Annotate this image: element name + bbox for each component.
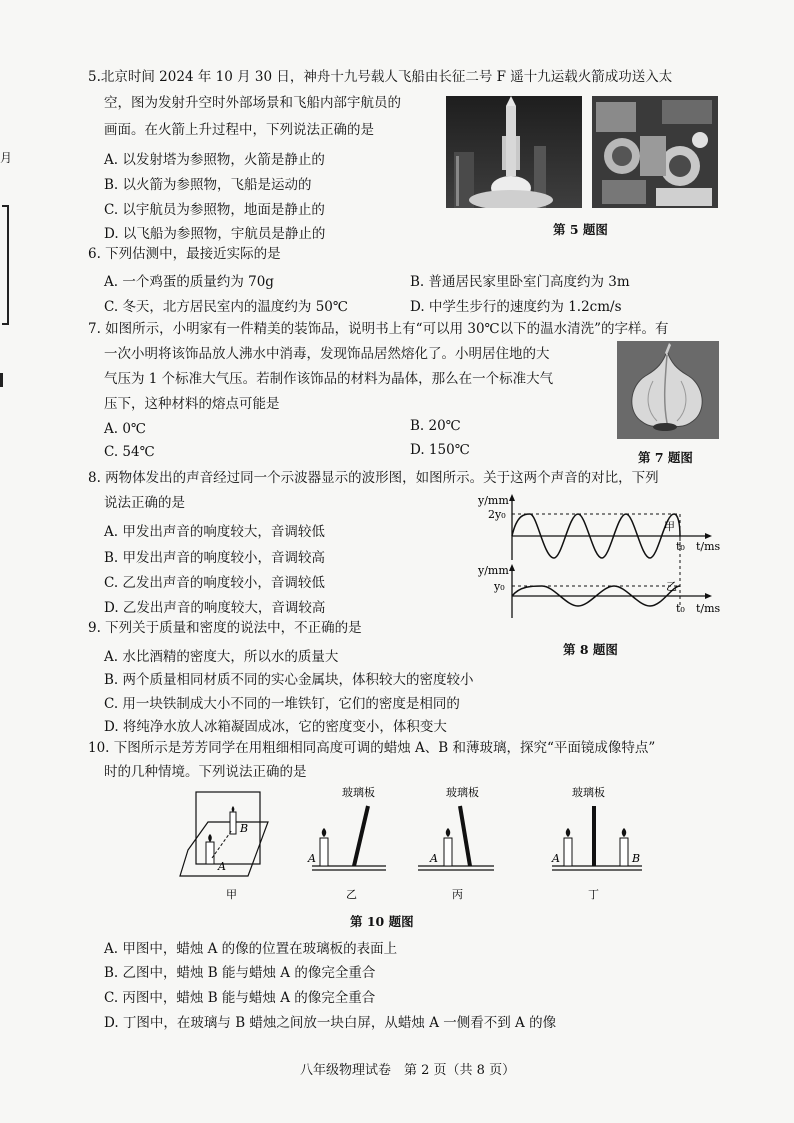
ding-label-a: A — [552, 852, 560, 865]
q8-option-b: B. 甲发出声音的响度较小，音调较高 — [104, 550, 326, 566]
ding-caption: 丁 — [588, 888, 599, 901]
top-x-label: t/ms — [696, 540, 721, 553]
bing-caption: 丙 — [452, 888, 463, 901]
q10-line2: 时的几种情境。下列说法正确的是 — [104, 764, 307, 780]
q8-line1: 8. 两物体发出的声音经过同一个示波器显示的波形图，如图所示。关于这两个声音的对比，下列 — [88, 470, 659, 486]
q8-figure-caption: 第 8 题图 — [563, 642, 618, 657]
figure-bing — [418, 785, 494, 901]
q10-option-d: D. 丁图中，在玻璃与 B 蜡烛之间放一块白屏，从蜡烛 A 一侧看不到 A 的像 — [104, 1015, 557, 1031]
q10-figure-caption: 第 10 题图 — [350, 914, 414, 929]
jia-label-a: A — [218, 860, 226, 873]
top-t0: t₀ — [676, 540, 685, 553]
ding-label-b: B — [632, 852, 641, 865]
q8-line2: 说法正确的是 — [104, 495, 185, 511]
bottom-x-label: t/ms — [696, 602, 721, 615]
q8-option-d: D. 乙发出声音的响度较大，音调较高 — [104, 600, 326, 616]
yi-glass-label: 玻璃板 — [342, 786, 375, 799]
yi-label-a: A — [308, 852, 316, 865]
q5-option-b: B. 以火箭为参照物，飞船是运动的 — [104, 177, 312, 193]
ding-glass-label: 玻璃板 — [572, 786, 605, 799]
q7-option-b: B. 20℃ — [410, 418, 461, 434]
q5-figure-caption: 第 5 题图 — [553, 222, 608, 237]
rocket-launch-photo — [446, 96, 582, 208]
margin-char: 月 — [0, 151, 13, 165]
q9-option-c: C. 用一块铁制成大小不同的一堆铁钉，它们的密度是相同的 — [104, 696, 460, 712]
q7-figure-caption: 第 7 题图 — [638, 450, 693, 465]
q6-option-a: A. 一个鸡蛋的质量约为 70g — [104, 274, 274, 290]
q5-option-d: D. 以飞船为参照物，宇航员是静止的 — [104, 226, 326, 242]
q7-line3: 气压为 1 个标准大气压。若制作该饰品的材料为晶体，那么在一个标准大气 — [104, 371, 554, 387]
oscilloscope-figure — [462, 490, 732, 622]
figure-jia — [180, 792, 268, 901]
q6-stem: 6. 下列估测中，最接近实际的是 — [88, 246, 281, 262]
q10-line1: 10. 下图所示是芳芳同学在用粗细相同高度可调的蜡烛 A、B 和薄玻璃，探究“平面镜成像特点” — [88, 740, 656, 756]
figure-ding — [551, 785, 642, 901]
mirror-experiment-figures — [178, 780, 648, 906]
figure-yi — [307, 785, 386, 901]
q5-line1: 5.北京时间 2024 年 10 月 30 日，神舟十九号载人飞船由长征二号 F 遥十九运载火箭成功送入太 — [88, 69, 673, 85]
q8-option-a: A. 甲发出声音的响度较大，音调较低 — [104, 524, 325, 540]
q10-option-b: B. 乙图中，蜡烛 B 能与蜡烛 A 的像完全重合 — [104, 965, 376, 981]
jia-caption: 甲 — [226, 888, 237, 901]
q7-option-d: D. 150℃ — [410, 442, 470, 458]
q5-line3: 画面。在火箭上升过程中，下列说法正确的是 — [104, 122, 374, 138]
astronauts-cabin-photo — [592, 96, 718, 208]
q5-option-c: C. 以宇航员为参照物，地面是静止的 — [104, 202, 325, 218]
yi-caption: 乙 — [346, 888, 357, 901]
q5-option-a: A. 以发射塔为参照物，火箭是静止的 — [104, 152, 325, 168]
q6-option-d: D. 中学生步行的速度约为 1.2cm/s — [410, 299, 622, 315]
jia-label-b: B — [240, 822, 249, 835]
top-tick-2y0: 2y₀ — [488, 508, 506, 521]
q5-line2: 空，图为发射升空时外部场景和飞船内部宇航员的 — [104, 95, 401, 111]
q7-option-a: A. 0℃ — [104, 421, 147, 437]
q9-option-b: B. 两个质量相同材质不同的实心金属块，体积较大的密度较小 — [104, 672, 474, 688]
bottom-t0: t₀ — [676, 602, 685, 615]
bing-glass-label: 玻璃板 — [446, 786, 479, 799]
top-y-label: y/mm — [478, 494, 509, 507]
bing-label-a: A — [430, 852, 438, 865]
q7-option-c: C. 54℃ — [104, 444, 155, 460]
bottom-label-yi: 乙 — [666, 580, 677, 593]
binding-mark — [0, 373, 3, 387]
binding-line-vertical — [7, 205, 9, 325]
bottom-tick-y0: y₀ — [494, 580, 505, 593]
q10-option-c: C. 丙图中，蜡烛 B 能与蜡烛 A 的像完全重合 — [104, 990, 376, 1006]
top-label-jia: 甲 — [664, 520, 675, 533]
q8-option-c: C. 乙发出声音的响度较小，音调较低 — [104, 575, 325, 591]
page-footer: 八年级物理试卷 第 2 页（共 8 页） — [300, 1063, 516, 1078]
q9-stem: 9. 下列关于质量和密度的说法中，不正确的是 — [88, 620, 362, 636]
q9-option-d: D. 将纯净水放人冰箱凝固成冰，它的密度变小，体积变大 — [104, 719, 447, 735]
q6-option-c: C. 冬天，北方居民室内的温度约为 50℃ — [104, 299, 349, 315]
q7-line2: 一次小明将该饰品放人沸水中消毒，发现饰品居然熔化了。小明居住地的大 — [104, 346, 550, 362]
garlic-ornament-photo — [617, 341, 719, 439]
q10-option-a: A. 甲图中，蜡烛 A 的像的位置在玻璃板的表面上 — [104, 941, 398, 957]
q9-option-a: A. 水比酒精的密度大，所以水的质量大 — [104, 649, 339, 665]
q7-line1: 7. 如图所示，小明家有一件精美的装饰品，说明书上有“可以用 30℃以下的温水清洗”的字样。有 — [88, 321, 669, 337]
q7-line4: 压下，这种材料的熔点可能是 — [104, 396, 280, 412]
q6-option-b: B. 普通居民家里卧室门高度约为 3m — [410, 274, 630, 290]
bottom-y-label: y/mm — [478, 564, 509, 577]
